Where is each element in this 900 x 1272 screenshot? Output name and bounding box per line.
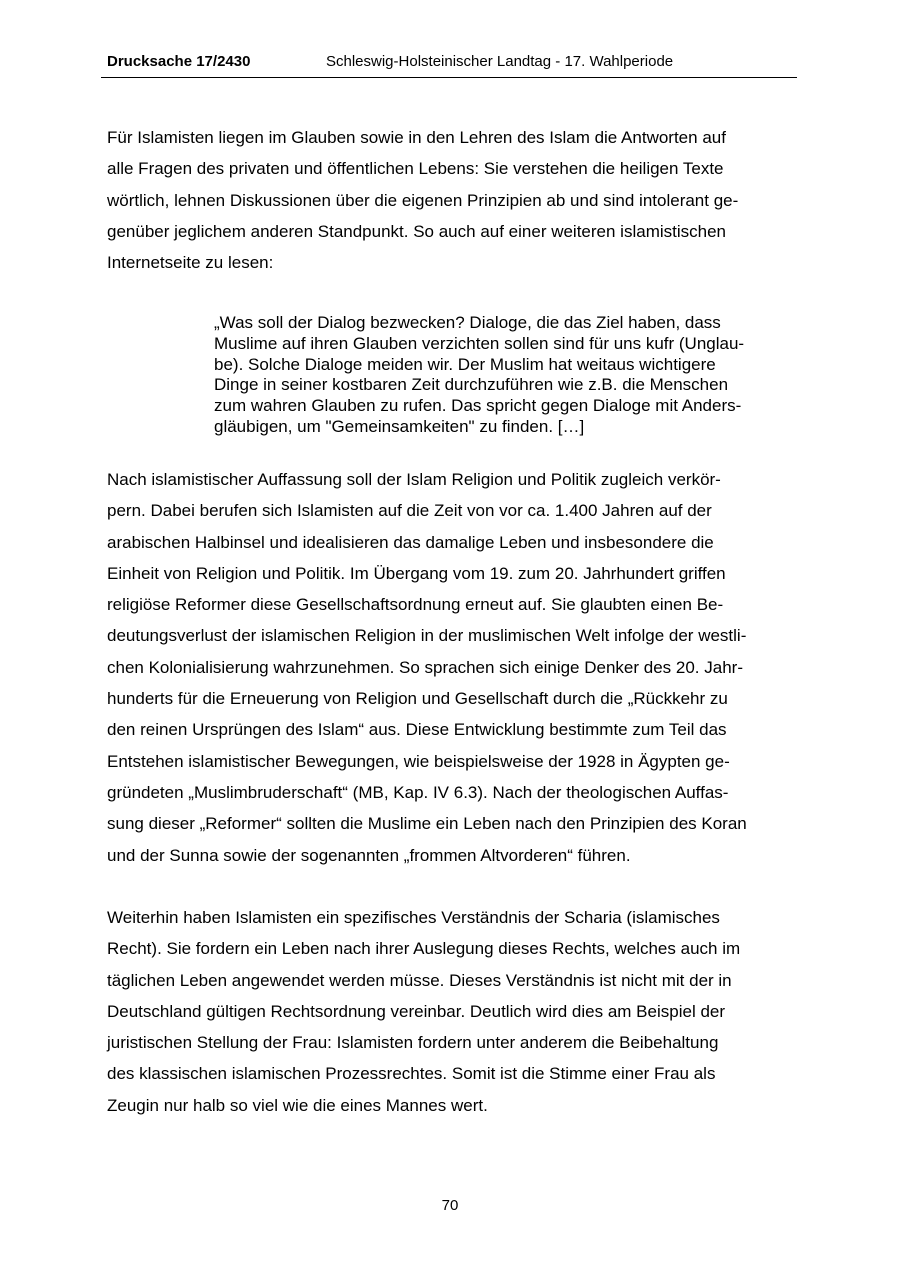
block-quote: „Was soll der Dialog bezwecken? Dialoge, die das Ziel haben, dass Muslime auf ihren Glauben verzichten sollen sind für uns kufr (Unglau- be). Solche Dialoge meiden wir. Der Muslim hat weitaus wichtigere Dinge in seiner kostbaren Zeit durchzuführen wie z.B. die Menschen zum wahren Glauben zu rufen. Das spricht gegen Dialoge mit Anders- gläubigen, um "Gemeinsamkeiten" zu finden. […] [214,313,745,436]
page-number: 70 [441,1197,459,1214]
body-paragraph-1: Für Islamisten liegen im Glauben sowie in den Lehren des Islam die Antworten auf alle Fragen des privaten und öffentlichen Lebens: Sie verstehen die heiligen Texte wörtlich, lehnen Diskussionen über die eigenen Prinzipien ab und sind intolerant ge- genüber jeglichem anderen Standpunkt. So auch auf einer weiteren islamistischen Internetseite zu lesen: [107,128,739,273]
body-paragraph-2: Nach islamistischer Auffassung soll der Islam Religion und Politik zugleich verkör- pern. Dabei berufen sich Islamisten auf die Zeit von vor ca. 1.400 Jahren auf der arabischen Halbinsel und idealisieren das damalige Leben und insbesondere die Einheit von Religion und Politik. Im Übergang vom 19. zum 20. Jahrhundert griffen religiöse Reformer diese Gesellschaftsordnung erneut auf. Sie glaubten einen Be- deutungsverlust der islamischen Religion in der muslimischen Welt infolge der westli- chen Kolonialisierung wahrzunehmen. So sprachen sich einige Denker des 20. Jahr- hunderts für die Erneuerung von Religion und Gesellschaft durch die „Rückkehr zu den reinen Ursprüngen des Islam“ aus. Diese Entwicklung bestimmte zum Teil das Entstehen islamistischer Bewegungen, wie beispielsweise der 1928 in Ägypten ge- gründeten „Muslimbruderschaft“ (MB, Kap. IV 6.3). Nach der theologischen Auffas- sung dieser „Reformer“ sollten die Muslime ein Leben nach den Prinzipien des Koran und der Sunna sowie der sogenannten „frommen Altvorderen“ führen. [107,470,747,865]
body-paragraph-3: Weiterhin haben Islamisten ein spezifisches Verständnis der Scharia (islamisches Recht). Sie fordern ein Leben nach ihrer Auslegung dieses Rechts, welches auch im täglichen Leben angewendet werden müsse. Dieses Verständnis ist nicht mit der in Deutschland gültigen Rechtsordnung vereinbar. Deutlich wird dies am Beispiel der juristischen Stellung der Frau: Islamisten fordern unter anderem die Beibehaltung des klassischen islamischen Prozessrechtes. Somit ist die Stimme einer Frau als Zeugin nur halb so viel wie die eines Mannes wert. [107,908,741,1115]
document-number: Drucksache 17/2430 [107,53,251,70]
document-source: Schleswig-Holsteinischer Landtag - 17. Wahlperiode [326,53,674,70]
page-header [101,52,797,78]
